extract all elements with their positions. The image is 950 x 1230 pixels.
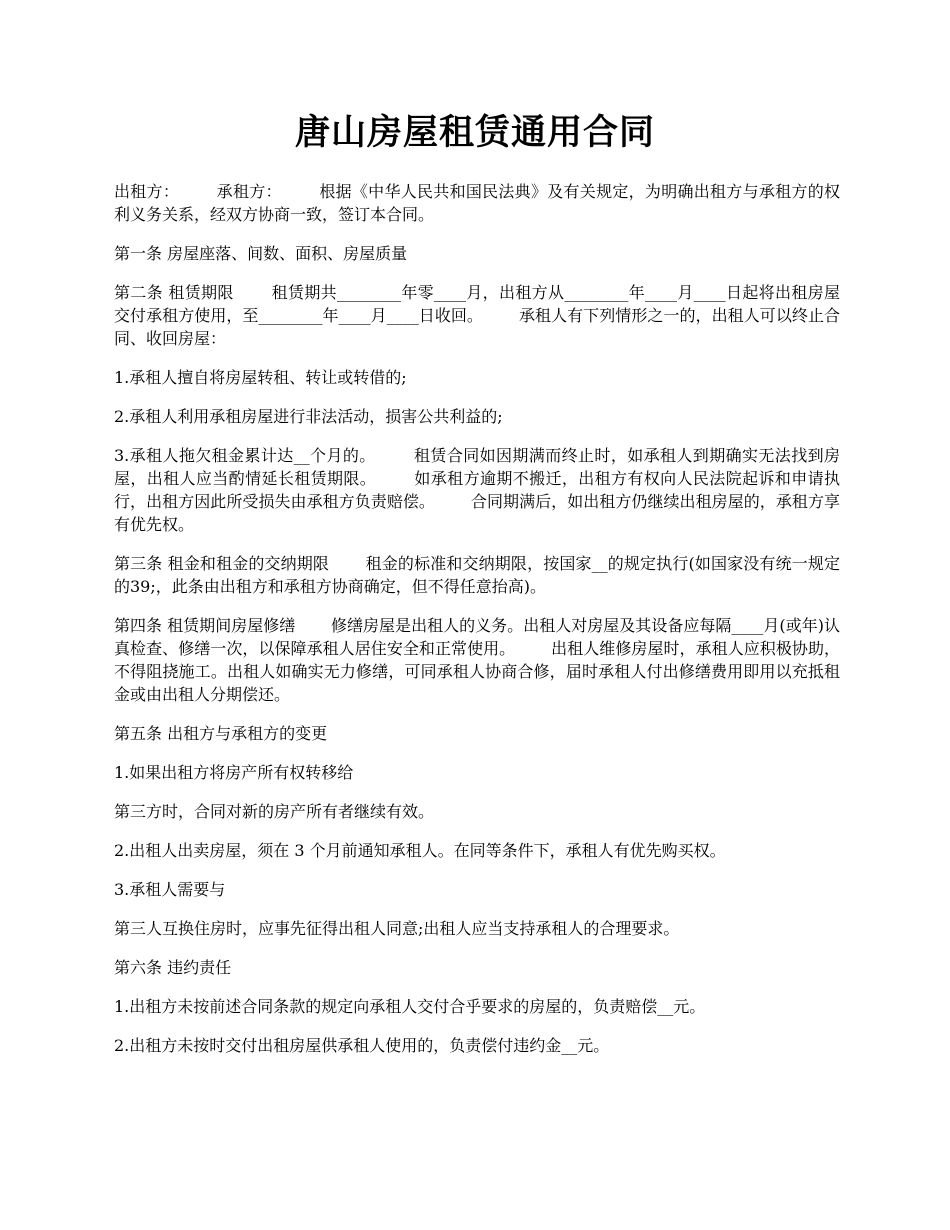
document-body: [114, 180, 846, 1073]
article-6-heading: 第六条 违约责任: [114, 958, 232, 977]
article-1-heading: 第一条 房屋座落、间数、面积、房屋质量: [114, 244, 408, 263]
article-2-item-1: 1.承租人擅自将房屋转租、转让或转借的;: [114, 368, 407, 387]
paragraph-preamble: 出租方： 承租方： 根据《中华人民共和国民法典》及有关规定，为明确出租方与承租方的权 利义务关系，经双方协商一致，签订本合同。: [114, 182, 846, 224]
article-5-item-3-cont: 第三人互换住房时，应事先征得出租人同意;出租人应当支持承租人的合理要求。: [114, 919, 680, 938]
article-6-item-1: 1.出租方未按前述合同条款的规定向承租人交付合乎要求的房屋的，负责赔偿__元。: [114, 997, 706, 1016]
article-3-rent: 第三条 租金和租金的交纳期限 租金的标准和交纳期限，按国家__的规定执行(如国家没有统一规定的39;，此条由出租方和承租方协商确定，但不得任意抬高)。: [114, 554, 840, 596]
article-5-item-3: 3.承租人需要与: [114, 880, 226, 899]
article-6-item-2: 2.出租方未按时交付出租房屋供承租人使用的，负责偿付违约金__元。: [114, 1036, 610, 1055]
article-5-heading: 第五条 出租方与承租方的变更: [114, 724, 328, 743]
article-5-item-2: 2.出租人出卖房屋，须在 3 个月前通知承租人。在同等条件下，承租人有优先购买权。: [114, 841, 726, 860]
article-5-item-1-cont: 第三方时，合同对新的房产所有者继续有效。: [114, 802, 435, 821]
article-4-repairs: 第四条 租赁期间房屋修缮 修缮房屋是出租人的义务。出租人对房屋及其设备应每隔____月(或年)认真检查、修缮一次，以保障承租人居住安全和正常使用。 出租人维修房屋时，承租人应积极协助，不得阻挠施工。出租人如确实无力修缮，可同承租人协商合修，届时承租人付出修缮费用即用以充抵租金或由出租人分期偿还。: [114, 616, 840, 704]
article-2-item-3: 3.承租人拖欠租金累计达__个月的。 租赁合同如因期满而终止时，如承租人到期确实无法找到房屋，出租人应当酌情延长租赁期限。 如承租方逾期不搬迁，出租方有权向人民法院起诉和申请执行，出租方因此所受损失由承租方负责赔偿。 合同期满后，如出租方仍继续出租房屋的，承租方享有优先权。: [114, 446, 840, 534]
article-2-lease-term: 第二条 租赁期限 租赁期共________年零____月，出租方从________年____月____日起将出租房屋交付承租方使用，至________年____月____日收回。 承租人有下列情形之一的，出租人可以终止合同、收回房屋：: [114, 283, 840, 348]
article-5-item-1: 1.如果出租方将房产所有权转移给: [114, 763, 354, 782]
article-2-item-2: 2.承租人利用承租房屋进行非法活动，损害公共利益的;: [114, 407, 503, 426]
document-title: 唐山房屋租赁通用合同: [294, 112, 655, 153]
